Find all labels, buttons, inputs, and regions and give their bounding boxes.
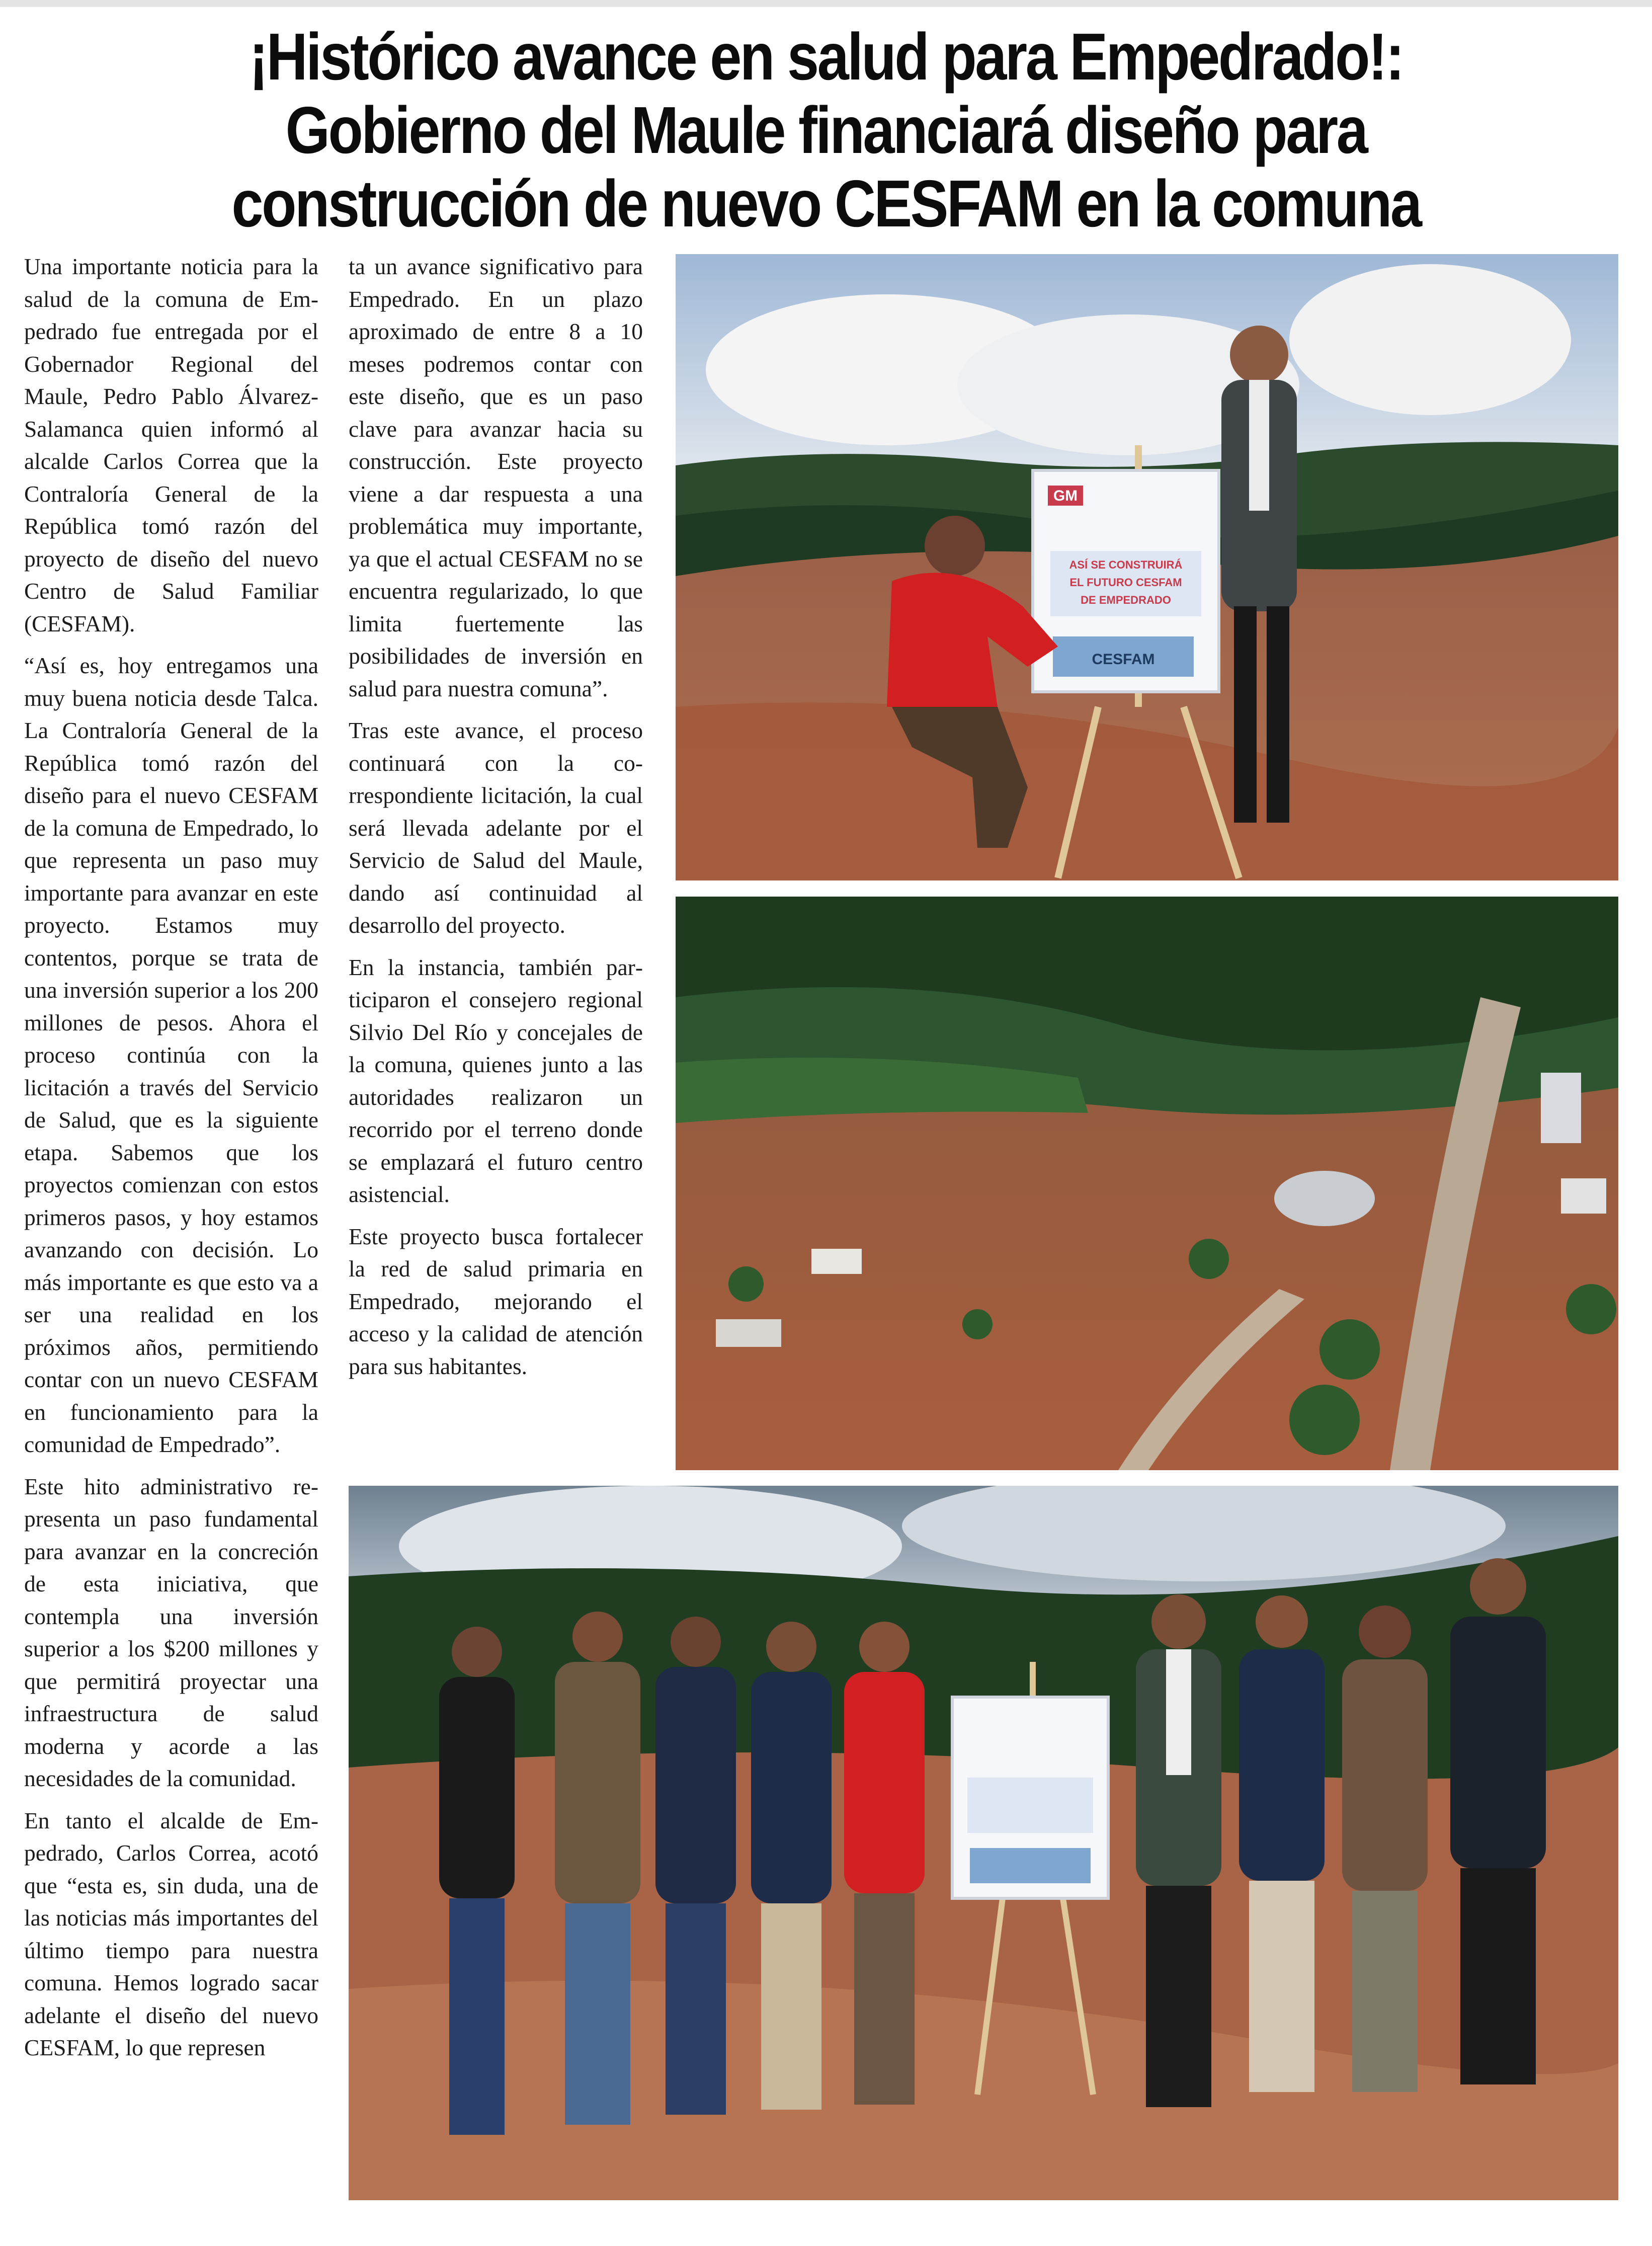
paragraph: ta un avance significativo para Empedrado. En un plazo aproximado de entre 8 a 10 meses podremos contar con este diseño, que es un paso clave para avanzar hacia su construcción. Este proyecto viene a dar respuesta a una problemática muy importante, ya que el actual CESFAM no se encuentra regularizado, lo que limita fuertemente las posibilidades de inversión en salud para nuestra comuna”. — [349, 254, 643, 701]
top-rule — [0, 0, 1652, 7]
headline: ¡Histórico avance en salud para Empedrado!: Gobierno del Maule financiará diseño para construcción de nuevo CESFAM en la comuna — [231, 20, 1421, 240]
article-column-2 — [349, 251, 643, 1473]
photo-aerial — [676, 897, 1618, 1470]
sign-line-1: ASÍ SE CONSTRUIRÁ — [1069, 558, 1183, 571]
sign-logo: GM — [1053, 488, 1078, 504]
sign-line-2: EL FUTURO CESFAM — [1069, 576, 1182, 589]
paragraph: En la instancia, también participaron el consejero regional Silvio Del Río y concejales de la comuna, quienes junto a las autoridades realizaron un recorrido por el terreno donde se emplazará el futuro centro asistencial. — [349, 954, 643, 1207]
paragraph: Este proyecto busca fortalecer la red de salud primaria en Empedrado, mejorando el acceso y la calidad de atención para sus habitantes. — [349, 1223, 643, 1379]
paragraph: Tras este avance, el proceso continuará con la correspondiente licitación, la cual será llevada adelante por el Servicio de Salud del Maule, dando así continuidad al desarrollo del proyecto. — [349, 717, 643, 938]
paragraph: Una importante noticia para la salud de la comuna de Empedrado fue entregada por el Gobernador Regional del Maule, Pedro Pablo Álvarez-Salamanca quien informó al alcalde Carlos Correa que la Contraloría General de la República tomó razón del proyecto de diseño del nuevo Centro de Salud Familiar (CESFAM). — [24, 254, 318, 636]
paragraph: En tanto el alcalde de Empedrado, Carlos Correa, acotó que “esta es, sin duda, una de las noticias más importantes del último tiempo para nuestra comuna. Hemos logrado sacar adelante el diseño del nuevo CESFAM, lo que represen — [24, 1807, 318, 2060]
article-column-1 — [24, 251, 318, 2228]
sign-footer: CESFAM — [1092, 651, 1155, 668]
sign-line-3: DE EMPEDRADO — [1081, 594, 1171, 606]
photo-signing — [676, 254, 1618, 880]
photo-group — [349, 1486, 1618, 2200]
paragraph: “Así es, hoy entregamos una muy buena noticia desde Talca. La Contraloría General de la República tomó razón del diseño para el nuevo CESFAM de la comuna de Empedrado, lo que representa un paso muy importante para avanzar en este proyecto. Estamos muy contentos, porque se trata de una inversión superior a los 200 millones de pesos. Ahora el proceso continúa con la licitación a través del Servicio de Salud, que es la siguiente etapa. Sabemos que los proyectos comienzan con estos primeros pasos, y hoy estamos avanzando con decisión. Lo más importante es que esto va a ser una realidad en los próximos años, permitiendo contar con un nuevo CESFAM en funcionamiento para la comunidad de Empedrado”. — [24, 653, 318, 1457]
paragraph: Este hito administrativo representa un paso fundamental para avanzar en la concreción de esta iniciativa, que contempla una inversión superior a los $200 millones y que permitirá proyectar una infraestructura de salud moderna y acorde a las necesidades de la comunidad. — [24, 1473, 318, 1791]
